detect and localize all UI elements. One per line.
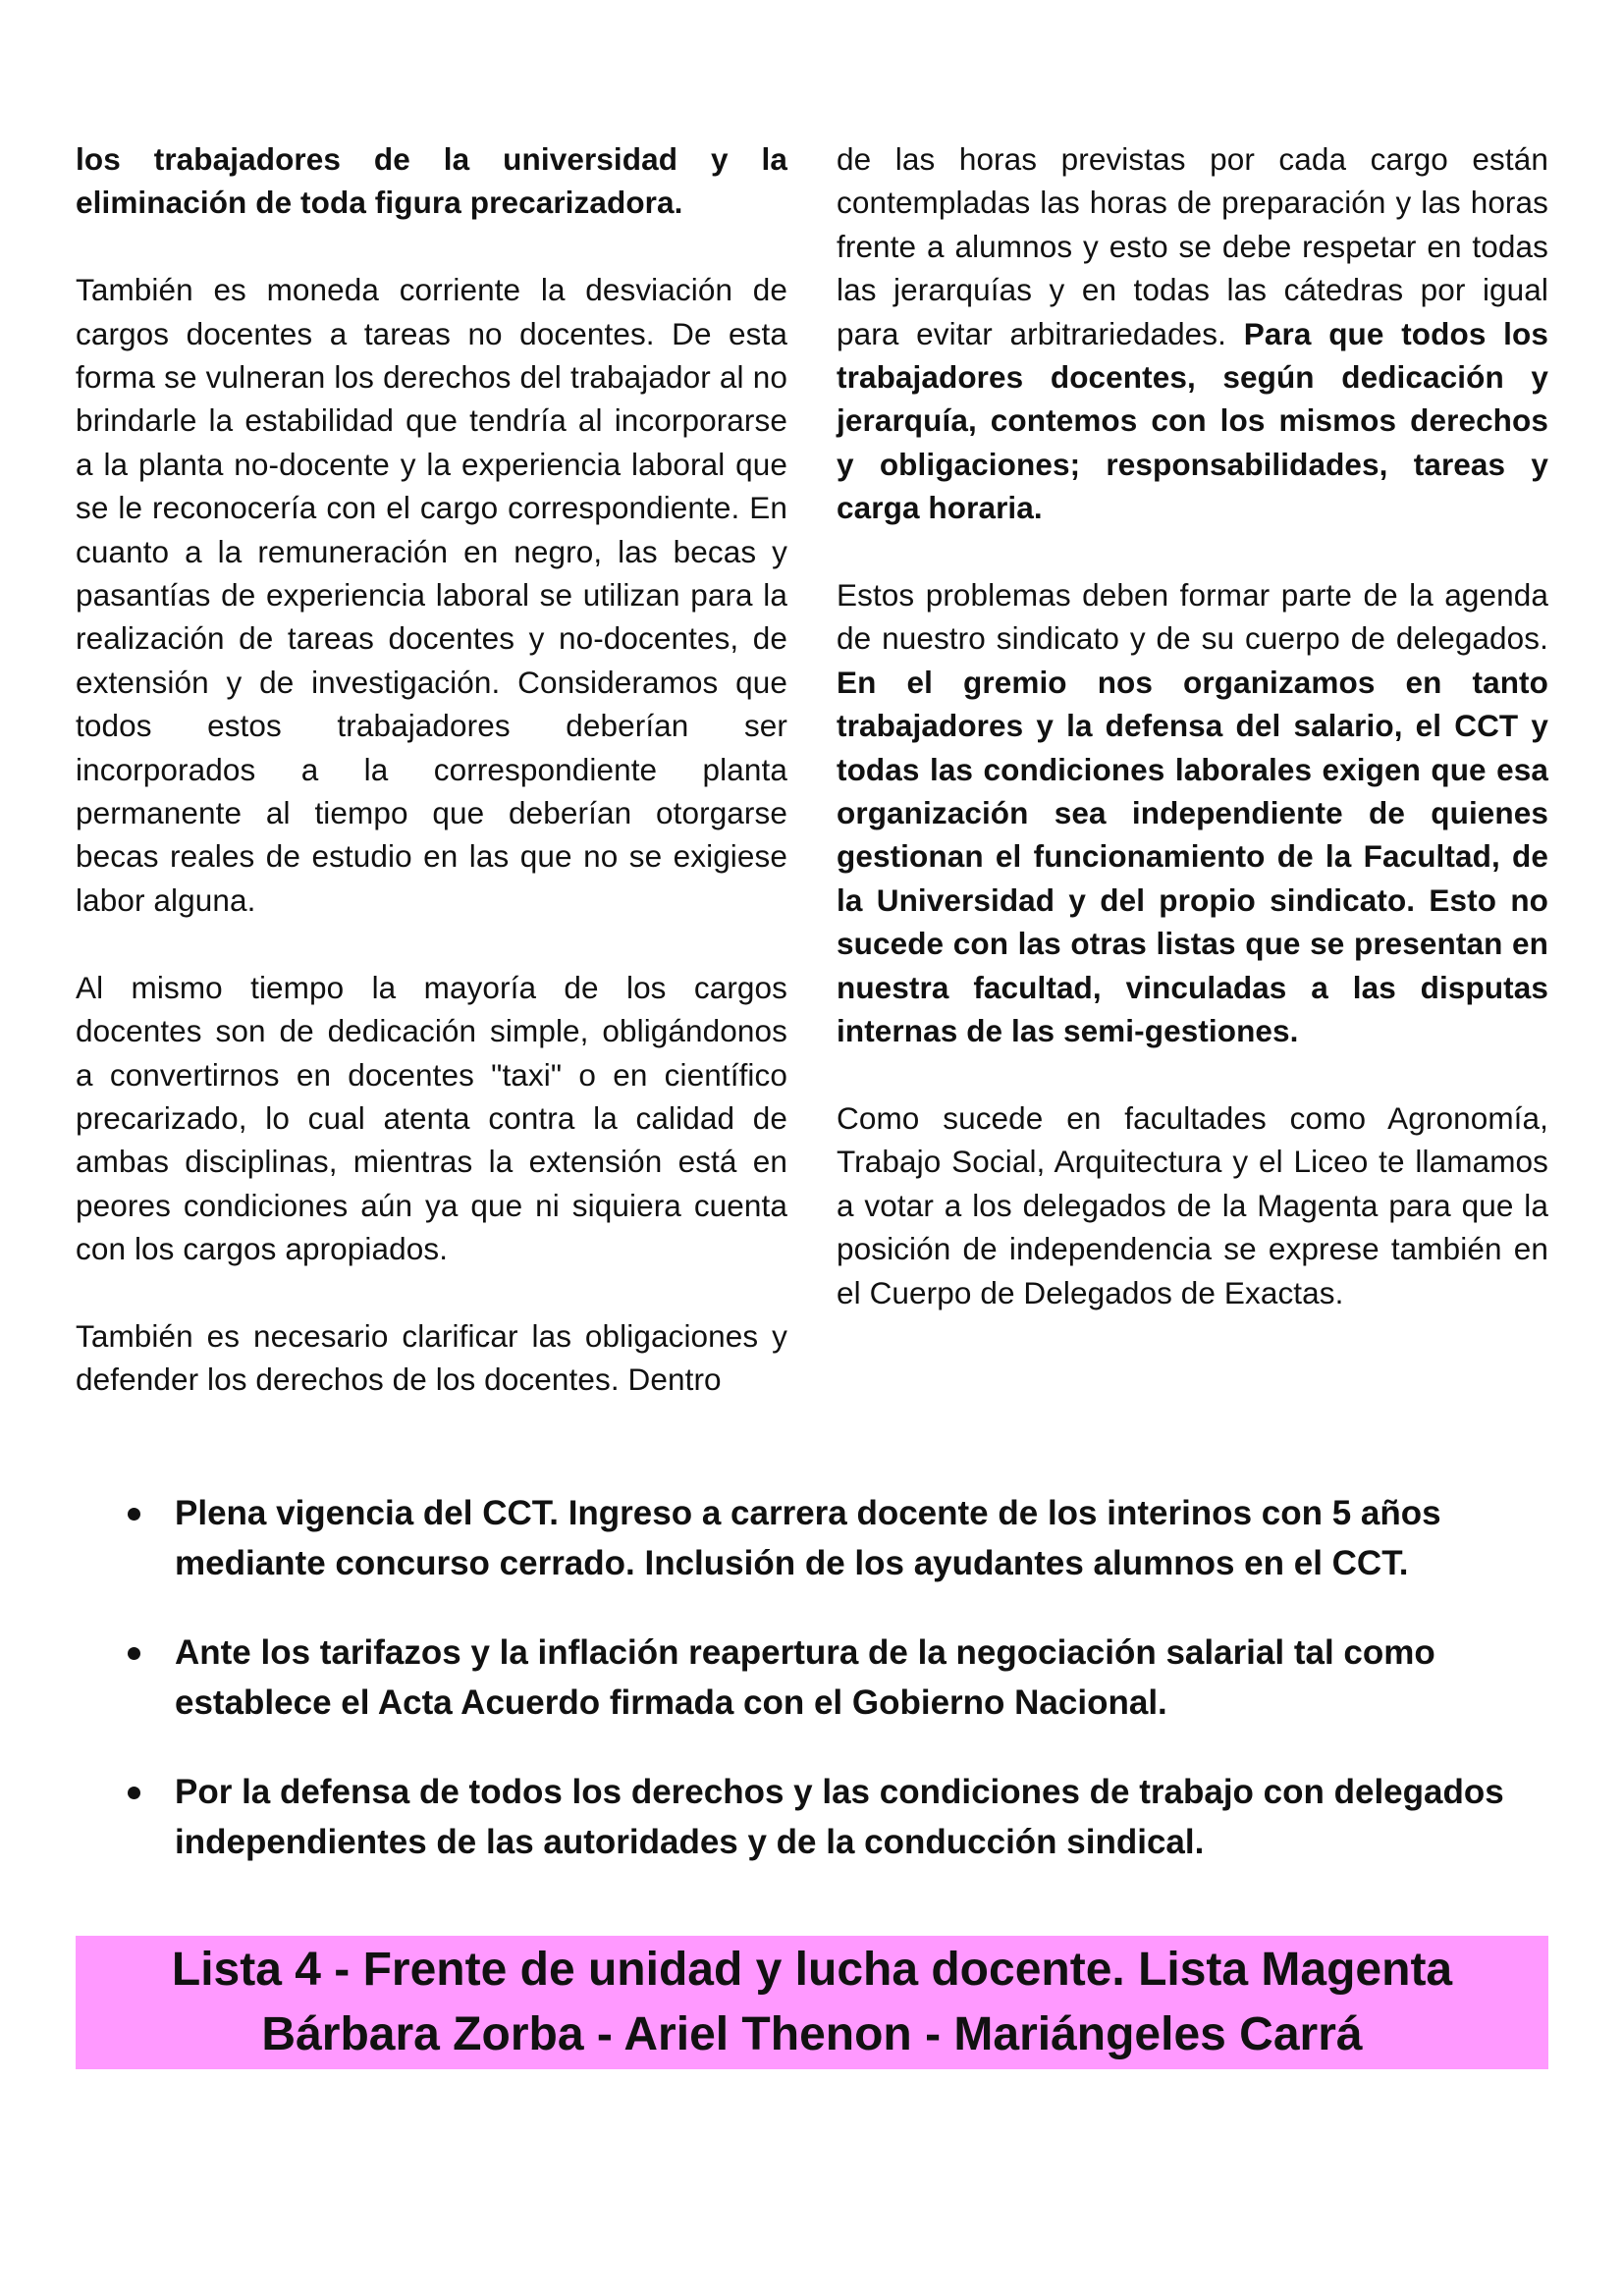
left-paragraph-3: Al mismo tiempo la mayoría de los cargos docentes son de dedicación simple, obligándonos a convertirnos en docentes "taxi" o en científico precarizado, lo cual atenta contra la calidad de ambas disciplinas, mientras la extensión está en peores condiciones aún ya que ni siquiera cuenta con los cargos apropiados. [76, 969, 787, 1267]
left-paragraph-1-bold: los trabajadores de la universidad y la eliminación de toda figura precarizadora. [76, 141, 787, 221]
right-paragraph-1-bold: Para que todos los trabajadores docentes, según dedicación y jerarquía, contemos con los mismos derechos y obligaciones; responsabilidades, tareas y carga horaria. [837, 315, 1548, 526]
two-column-body [76, 137, 1548, 1445]
right-paragraph-2-bold: En el gremio nos organizamos en tanto trabajadores y la defensa del salario, el CCT y todas las condiciones laborales exigen que esa organización sea independiente de quienes gestionan el funcionamiento de la Facultad, de la Universidad y del propio sindicato. Esto no sucede con las otras listas que se presentan en nuestra facultad, vinculadas a las disputas internas de las semi-gestiones. [837, 664, 1548, 1049]
right-paragraph-1 [837, 137, 1548, 530]
demand-text: Por la defensa de todos los derechos y las condiciones de trabajo con delegados independientes de las autoridades y de la conducción sindical. [175, 1773, 1504, 1861]
demands-list [128, 1488, 1542, 1906]
left-paragraph-4: También es necesario clarificar las obligaciones y defender los derechos de los docentes. Dentro [76, 1317, 787, 1398]
right-column [837, 137, 1548, 1445]
bullet-dot-icon [128, 1787, 140, 1799]
demand-item [128, 1488, 1542, 1588]
bullet-dot-icon [128, 1508, 140, 1521]
demand-text: Ante los tarifazos y la inflación reapertura de la negociación salarial tal como establece el Acta Acuerdo firmada con el Gobierno Nacional. [175, 1633, 1435, 1722]
right-paragraph-2-text: Estos problemas deben formar parte de la agenda de nuestro sindicato y de su cuerpo de delegados. [837, 577, 1548, 657]
left-column [76, 137, 787, 1445]
banner-candidates: Bárbara Zorba - Ariel Thenon - Mariángeles Carrá [261, 2008, 1363, 2060]
right-paragraph-2 [837, 573, 1548, 1052]
right-paragraph-1-text: de las horas previstas por cada cargo están contempladas las horas de preparación y las horas frente a alumnos y esto se debe respetar en todas las jerarquías y en todas las cátedras por igual para evitar arbitrariedades. [837, 141, 1548, 351]
bullet-dot-icon [128, 1647, 140, 1660]
demand-item [128, 1767, 1542, 1867]
left-paragraph-1 [76, 137, 787, 225]
right-paragraph-3: Como sucede en facultades como Agronomía, Trabajo Social, Arquitectura y el Liceo te llamamos a votar a los delegados de la Magenta para que la posición de independencia se exprese también en el Cuerpo de Delegados de Exactas. [837, 1099, 1548, 1310]
demand-item [128, 1628, 1542, 1728]
left-paragraph-2: También es moneda corriente la desviación de cargos docentes a tareas no docentes. De esta forma se vulneran los derechos del trabajador al no brindarle la estabilidad que tendría al incorporarse a la planta no-docente y la experiencia laboral que se le reconocería con el cargo correspondiente. En cuanto a la remuneración en negro, las becas y pasantías de experiencia laboral se utilizan para la realización de tareas docentes y no-docentes, de extensión y de investigación. Consideramos que todos estos trabajadores deberían ser incorporados a la correspondiente planta permanente al tiempo que deberían otorgarse becas reales de estudio en las que no se exigiese labor alguna. [76, 272, 787, 918]
banner-title: Lista 4 - Frente de unidad y lucha docente. Lista Magenta [171, 1944, 1453, 1996]
demand-text: Plena vigencia del CCT. Ingreso a carrera docente de los interinos con 5 años mediante concurso cerrado. Inclusión de los ayudantes alumnos en el CCT. [175, 1494, 1441, 1582]
list-banner [76, 1936, 1548, 2069]
